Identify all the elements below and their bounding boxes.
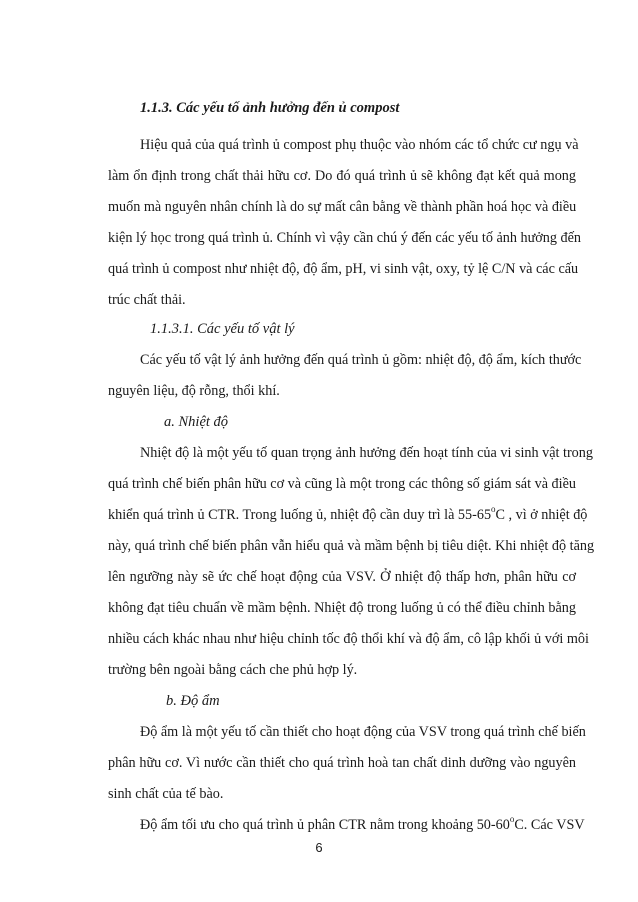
text-line: muốn mà nguyên nhân chính là do sự mất cân bằng về thành phần hoá học và điều [108,199,577,215]
heading-temperature: a. Nhiệt độ [164,414,229,430]
text-line: làm ổn định trong chất thải hữu cơ. Do đó quá trình ủ sẽ không đạt kết quả mong [108,168,576,184]
text-line: quá trình ủ compost như nhiệt độ, độ ẩm, pH, vi sinh vật, oxy, tỷ lệ C/N và các cấu [108,261,579,277]
text-line [140,814,585,834]
degree-mark: o [509,814,515,825]
text-line: lên ngưỡng này sẽ ức chế hoạt động của VSV. Ở nhiệt độ thấp hơn, phân hữu cơ [108,569,576,585]
text-line: không đạt tiêu chuẩn về mầm bệnh. Nhiệt độ trong luống ủ có thể điều chỉnh bằng [108,600,576,616]
text-line: phân hữu cơ. Vì nước cần thiết cho quá trình hoà tan chất dinh dưỡng vào nguyên [108,755,576,771]
text-line: này, quá trình chế biến phân vẫn hiểu quả và mầm bệnh bị tiêu diệt. Khi nhiệt độ tăng [108,538,595,554]
text-line: Hiệu quả của quá trình ủ compost phụ thuộc vào nhóm các tổ chức cư ngụ và [140,137,579,153]
text-line [108,504,588,524]
text-segment: khiển quá trình ủ CTR. Trong luống ủ, nhiệt độ cần duy trì là 55-65 [108,507,492,523]
text-line: sinh chất của tế bào. [108,786,224,802]
page-number: 6 [315,840,323,855]
section-heading: 1.1.3. Các yếu tố ảnh hưởng đến ủ compost [140,100,400,116]
text-line: trúc chất thải. [108,292,186,308]
text-line: nguyên liệu, độ rỗng, thổi khí. [108,383,280,399]
text-segment: C , vì ở nhiệt độ [495,507,588,523]
text-line: kiện lý học trong quá trình ủ. Chính vì vậy cần chú ý đến các yếu tố ảnh hưởng đến [108,230,582,246]
text-line: quá trình chế biến phân hữu cơ và cũng là một trong các thông số giám sát và điều [108,476,576,492]
text-line: Độ ẩm là một yếu tố cần thiết cho hoạt động của VSV trong quá trình chế biến [140,724,586,740]
text-line: Các yếu tố vật lý ảnh hưởng đến quá trình ủ gồm: nhiệt độ, độ ẩm, kích thước [140,352,582,368]
text-segment: C. Các VSV [514,817,585,833]
text-line: nhiều cách khác nhau như hiệu chỉnh tốc độ thổi khí và độ ẩm, cô lập khối ủ với môi [108,631,589,647]
text-line: Nhiệt độ là một yếu tố quan trọng ảnh hưởng đến hoạt tính của vi sinh vật trong [140,445,593,461]
text-line: trường bên ngoài bằng cách che phủ hợp lý. [108,662,358,678]
heading-moisture: b. Độ ẩm [166,693,220,709]
sub-heading: 1.1.3.1. Các yếu tố vật lý [150,321,295,337]
degree-mark: o [491,504,496,515]
text-segment: Độ ẩm tối ưu cho quá trình ủ phân CTR nằm trong khoảng 50-60 [140,817,510,833]
